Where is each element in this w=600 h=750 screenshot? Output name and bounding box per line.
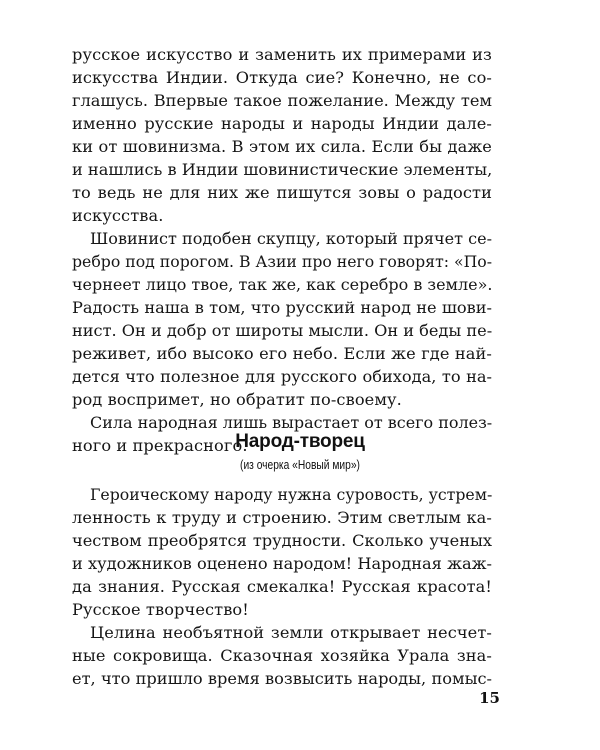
text-line: ки от шовинизма. В этом их сила. Если бы даже [72, 137, 492, 156]
text-line: реживет, ибо высоко его небо. Если же где най- [72, 344, 492, 363]
paragraph-start-line: Целина необъятной земли открывает несчет- [90, 623, 492, 642]
text-line: дется что полезное для русского обихода, то на- [72, 367, 492, 386]
text-line: то ведь не для них же пишутся зовы о радости [72, 183, 492, 202]
text-line: и художников оценено народом! Народная жаж- [72, 554, 492, 573]
text-line: чернеет лицо твое, так же, как серебро в земле». [72, 275, 493, 294]
text-line: глашусь. Впервые такое пожелание. Между тем [72, 91, 492, 110]
text-line: искусства. [72, 206, 164, 225]
text-line: нист. Он и добр от широты мысли. Он и беды пе- [72, 321, 493, 340]
text-line: ребро под порогом. В Азии про него говорят: «По- [72, 252, 493, 271]
text-line: русское искусство и заменить их примерами из [72, 45, 492, 64]
text-line: ные сокровища. Сказочная хозяйка Урала зна- [72, 646, 492, 665]
text-line: да знания. Русская смекалка! Русская красота! [72, 577, 492, 596]
text-line: Радость наша в том, что русский народ не шови- [72, 298, 492, 317]
text-line: Русское творчество! [72, 600, 249, 619]
section-heading: Народ-творец [235, 431, 365, 452]
section-subheading: (из очерка «Новый мир») [240, 458, 360, 472]
paragraph-start-line: Шовинист подобен скупцу, который прячет се- [90, 229, 492, 248]
text-line: именно русские народы и народы Индии дале- [72, 114, 492, 133]
paragraph-start-line: Сила народная лишь вырастает от всего полез- [90, 413, 493, 432]
text-line: искусства Индии. Откуда сие? Конечно, не со- [72, 68, 492, 87]
text-line: ного и прекрасного. [72, 436, 248, 455]
page-number: 15 [479, 689, 500, 707]
text-line: ет, что пришло время возвысить народы, помыс- [72, 669, 492, 688]
paragraph-start-line: Героическому народу нужна суровость, устрем- [90, 485, 493, 504]
text-line: ленность к труду и строению. Этим светлым ка- [72, 508, 492, 527]
text-line: чеством преобрятся трудности. Сколько ученых [72, 531, 492, 550]
text-line: и нашлись в Индии шовинистические элементы, [72, 160, 493, 179]
text-line: род воспримет, но обратит по-своему. [72, 390, 402, 409]
